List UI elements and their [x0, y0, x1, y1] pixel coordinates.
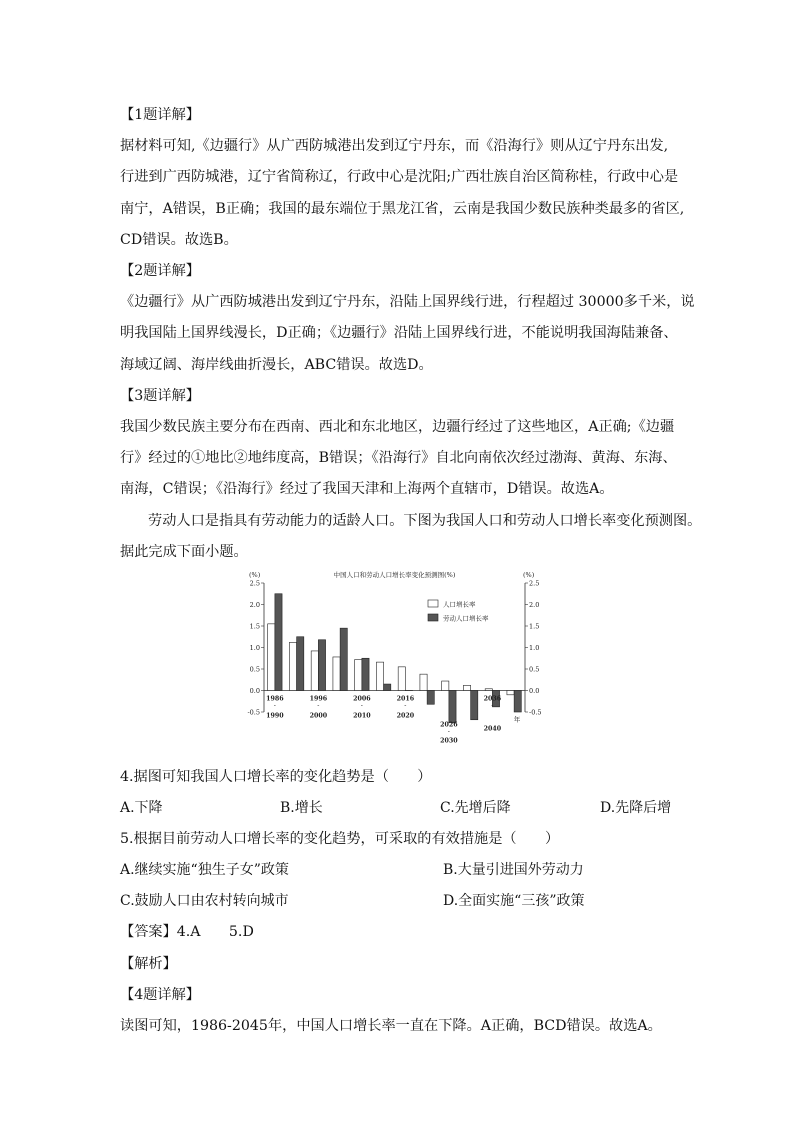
bar-population: [289, 642, 296, 690]
option-d: D.全面实施“三孩”政策: [443, 893, 585, 910]
bar-population: [355, 660, 362, 691]
paragraph-line: 读图可知，1986-2045年，中国人口增长率一直在下降。A正确，BCD错误。故选A。: [120, 1018, 662, 1035]
bar-labor: [297, 637, 304, 691]
paragraph-line: 行》经过的①地比②地纬度高，B错误；《沿海行》自北向南依次经过渤海、黄海、东海、: [120, 450, 677, 467]
option-c: C.鼓励人口由农村转向城市: [120, 893, 289, 910]
section-heading: 【2题详解】: [120, 263, 200, 280]
bar-population: [420, 674, 427, 690]
section-heading: 【1题详解】: [120, 107, 200, 123]
chart-title: 中国人口和劳动人口增长率变化预测图(%): [333, 571, 456, 579]
x-tick-label-end: 2010: [353, 712, 371, 720]
bar-labor: [514, 691, 521, 713]
bar-population: [442, 681, 449, 690]
x-tick-label-start: 2016: [396, 695, 415, 703]
paragraph-line: 行进到广西防城港，辽宁省简称辽，行政中心是沈阳;广西壮族自治区简称桂，行政中心是: [120, 169, 679, 186]
bar-population: [463, 685, 470, 690]
legend-label: 劳动人口增长率: [443, 614, 489, 623]
paragraph-line: 南海，C错误；《沿海行》经过了我国天津和上海两个直辖市，D错误。故选A。: [120, 481, 614, 498]
option-a: A.下降: [120, 800, 163, 817]
bar-labor: [362, 658, 369, 690]
answer-line: 【答案】4.A 5.D: [120, 924, 254, 941]
question-5-options-row1: [120, 855, 680, 886]
option-d: D.先降后增: [600, 800, 672, 817]
y-tick-label-left: -0.5: [247, 708, 260, 717]
bar-population: [333, 657, 340, 691]
bar-labor: [384, 684, 391, 690]
x-tick-label-end: 2020: [396, 712, 415, 720]
x-tick-label-start: 1996: [309, 695, 328, 703]
bar-labor: [340, 628, 347, 690]
x-tick-label-start: 2006: [353, 695, 371, 703]
y-tick-label-right: 1.0: [529, 643, 540, 652]
paragraph-line: 明我国陆上国界线漫长，D正确；《边疆行》沿陆上国界线行进，不能说明我国海陆兼备、: [120, 325, 678, 342]
bar-labor: [471, 691, 478, 720]
paragraph-line: 海域辽阔、海岸线曲折漫长，ABC错误。故选D。: [120, 356, 433, 373]
x-tick-dash: -: [360, 702, 363, 710]
question-4-options: [120, 793, 680, 824]
intro-line: 据此完成下面小题。: [120, 543, 248, 560]
y-tick-label-left: 0.5: [249, 665, 260, 674]
y-tick-label-left: 2.5: [249, 579, 260, 588]
growth-rate-chart: [242, 566, 552, 746]
x-tick-dash: -: [491, 702, 494, 710]
paragraph-line: 南宁，A错误，B正确；我国的最东端位于黑龙江省，云南是我国少数民族种类最多的省区,: [120, 200, 685, 217]
bar-population: [485, 689, 492, 691]
paragraph-line: 《边疆行》从广西防城港出发到辽宁丹东，沿陆上国界线行进，行程超过 30000多千米，说: [120, 294, 695, 311]
y-tick-label-left: 0.0: [249, 686, 260, 695]
x-tick-dash: -: [273, 702, 276, 710]
paragraph-line: CD错误。故选B。: [120, 231, 238, 248]
question-5: 5.根据目前劳动人口增长率的变化趋势，可采取的有效措施是（ ）: [120, 831, 560, 848]
question-5-options-row2: [120, 886, 680, 917]
x-tick-dash: -: [404, 702, 407, 710]
bar-labor: [449, 691, 456, 723]
y-tick-label-left: 2.0: [249, 600, 260, 609]
x-tick-label-start: 1986: [266, 695, 284, 703]
y-tick-label-right: 0.5: [529, 665, 540, 674]
option-c: C.先增后降: [440, 800, 511, 817]
x-tick-dash: -: [447, 728, 450, 736]
bar-population: [507, 691, 514, 695]
x-tick-dash: -: [317, 702, 320, 710]
y-axis-unit-left: (%): [249, 571, 261, 579]
paragraph-line: 据材料可知,《边疆行》从广西防城港出发到辽宁丹东，而《沿海行》则从辽宁丹东出发,: [120, 138, 669, 155]
question-4: 4.据图可知我国人口增长率的变化趋势是（ ）: [120, 769, 432, 786]
legend-swatch: [428, 614, 438, 621]
section-heading: 【3题详解】: [120, 387, 200, 404]
legend-swatch: [428, 600, 438, 607]
bar-population: [268, 624, 275, 691]
bar-population: [376, 662, 383, 690]
y-tick-label-right: 2.0: [529, 600, 540, 609]
y-tick-label-right: 2.5: [529, 579, 540, 588]
paragraph-line: 我国少数民族主要分布在西南、西北和东北地区，边疆行经过了这些地区，A正确;《边疆: [120, 419, 675, 436]
x-axis-label: 年: [513, 715, 521, 724]
option-a: A.继续实施“独生子女”政策: [120, 862, 289, 879]
legend-label: 人口增长率: [443, 600, 476, 609]
bar-population: [311, 651, 318, 691]
y-tick-label-right: 0.0: [529, 686, 540, 695]
option-b: B.增长: [280, 800, 323, 817]
x-tick-label-end: 2000: [309, 712, 328, 720]
y-axis-unit-right: (%): [523, 571, 535, 579]
x-tick-label-end: 2030: [440, 737, 458, 745]
chart-svg: [242, 566, 552, 746]
x-tick-label-start: 2036: [483, 695, 502, 703]
bar-labor: [275, 594, 282, 691]
bar-population: [398, 667, 405, 691]
y-tick-label-left: 1.5: [249, 622, 260, 631]
y-tick-label-right: -0.5: [529, 708, 542, 717]
x-tick-label-end: 1990: [266, 712, 284, 720]
y-tick-label-left: 1.0: [249, 643, 260, 652]
section-heading: 【4题详解】: [120, 986, 200, 1003]
analysis-heading: 【解析】: [120, 955, 177, 972]
intro-line: 劳动人口是指具有劳动能力的适龄人口。下图为我国人口和劳动人口增长率变化预测图。: [148, 512, 702, 529]
x-tick-label-end: 2040: [483, 725, 502, 733]
bar-labor: [427, 691, 434, 705]
y-tick-label-right: 1.5: [529, 622, 540, 631]
bar-labor: [318, 640, 325, 691]
x-tick-label-start: 2026: [440, 721, 458, 729]
option-b: B.大量引进国外劳动力: [443, 862, 584, 879]
